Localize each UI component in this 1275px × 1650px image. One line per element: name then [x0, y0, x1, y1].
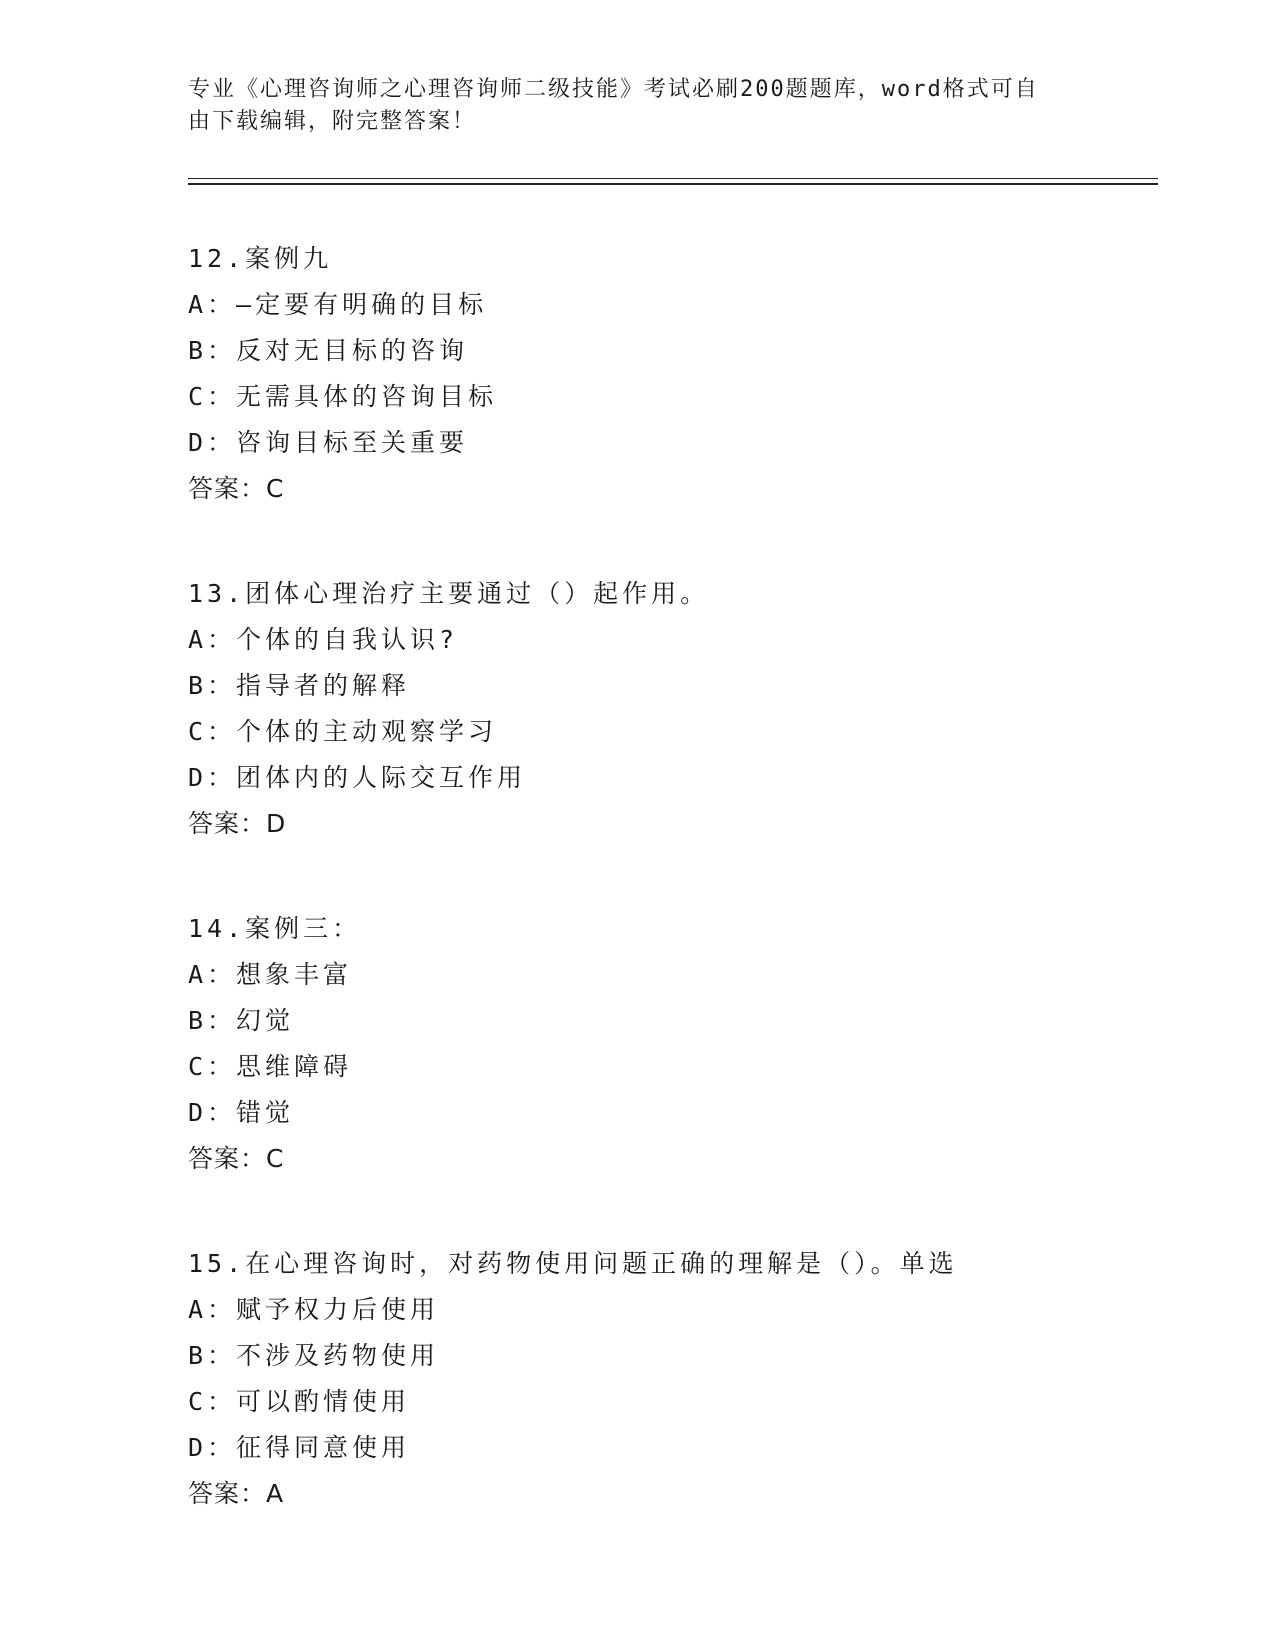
- option-b: B：幻觉: [188, 1006, 295, 1035]
- header-line-2: 由下载编辑，附完整答案！: [188, 109, 477, 134]
- question-12: [188, 236, 1188, 512]
- header-divider-thick: [188, 183, 1158, 185]
- option-b: B：反对无目标的咨询: [188, 336, 469, 365]
- option-d: D：团体内的人际交互作用: [188, 763, 527, 792]
- option-b: B：不涉及药物使用: [188, 1341, 440, 1370]
- question-14: [188, 906, 1188, 1182]
- option-c: C：可以酌情使用: [188, 1387, 411, 1416]
- question-list: [188, 236, 1188, 1576]
- option-d: D：征得同意使用: [188, 1433, 411, 1462]
- option-c: C：无需具体的咨询目标: [188, 382, 498, 411]
- option-a: A：想象丰富: [188, 960, 353, 989]
- question-13: [188, 571, 1188, 847]
- header-divider-thin: [188, 178, 1158, 179]
- option-c: C：思维障碍: [188, 1052, 353, 1081]
- option-a: A：个体的自我认识?: [188, 625, 459, 654]
- option-d: D：咨询目标至关重要: [188, 428, 469, 457]
- header-line-1: 专业《心理咨询师之心理咨询师二级技能》考试必刷200题题库，word格式可自: [188, 77, 1039, 102]
- option-b: B：指导者的解释: [188, 671, 411, 700]
- answer: 答案：A: [188, 1479, 285, 1508]
- question-stem: 15.在心理咨询时，对药物使用问题正确的理解是（）。单选: [188, 1249, 958, 1278]
- option-c: C：个体的主动观察学习: [188, 717, 498, 746]
- question-15: [188, 1241, 1188, 1517]
- option-a: A：—定要有明确的目标: [188, 290, 488, 319]
- document-header: [188, 74, 1088, 138]
- option-a: A：赋予权力后使用: [188, 1295, 440, 1324]
- question-stem: 12.案例九: [188, 244, 333, 273]
- answer: 答案：D: [188, 809, 287, 838]
- option-d: D：错觉: [188, 1098, 295, 1127]
- answer: 答案：C: [188, 474, 285, 503]
- answer: 答案：C: [188, 1144, 285, 1173]
- question-stem: 13.团体心理治疗主要通过（）起作用。: [188, 579, 710, 608]
- question-stem: 14.案例三：: [188, 914, 362, 943]
